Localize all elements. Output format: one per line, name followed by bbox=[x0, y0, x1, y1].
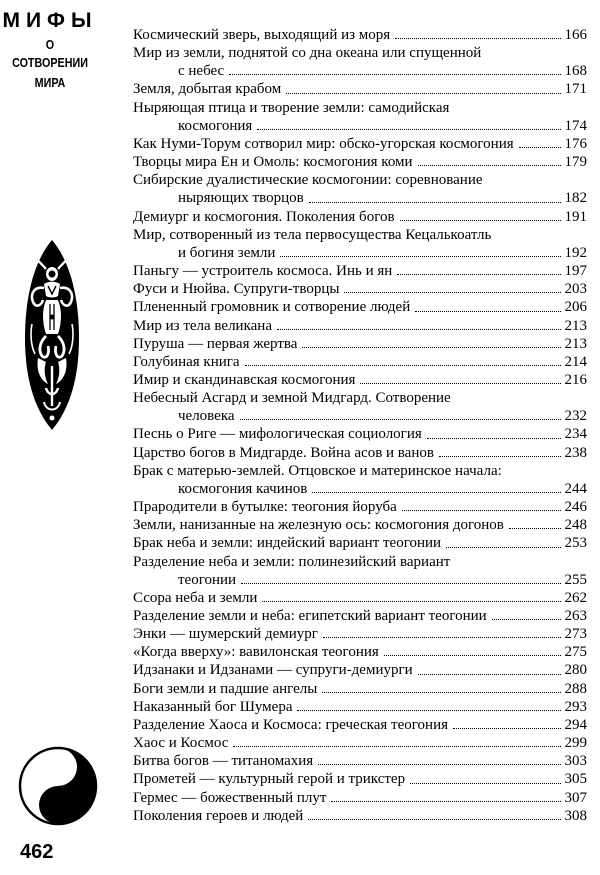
toc-entry-title-line: Ныряющая птица и творение земли: самодийская bbox=[133, 99, 450, 116]
toc-entry-page-number: 174 bbox=[564, 117, 587, 134]
dot-leader bbox=[245, 365, 561, 366]
toc-entry-title bbox=[133, 171, 565, 207]
dot-leader bbox=[410, 783, 560, 784]
toc-entry-title bbox=[133, 462, 565, 498]
toc-entry-title-line: Битва богов — титаномахия bbox=[133, 753, 314, 770]
toc-entry-title bbox=[133, 371, 565, 389]
dot-leader bbox=[308, 819, 560, 820]
dot-leader bbox=[302, 347, 560, 348]
toc-entry-title-last-line bbox=[133, 607, 565, 625]
toc-entry-title-line: Пуруша — первая жертва bbox=[133, 335, 298, 352]
toc-entry-title bbox=[133, 680, 565, 698]
toc-entry-title-line: Мир из земли, поднятой со дна океана или спущенной bbox=[133, 45, 482, 62]
toc-entry-title-line: Идзанаки и Идзанами — супруги-демиурги bbox=[133, 662, 413, 679]
toc-entry-page-number: 171 bbox=[564, 81, 587, 98]
toc-entry-title-last-line bbox=[133, 534, 565, 552]
toc-entry-page-number: 203 bbox=[564, 281, 587, 298]
toc-entry-title-last-line bbox=[133, 62, 565, 80]
toc-entry[interactable] bbox=[133, 462, 587, 498]
toc-entry-title-line: Творцы мира Ен и Омоль: космогония коми bbox=[133, 154, 413, 171]
toc-entry-title bbox=[133, 643, 565, 661]
toc-entry[interactable] bbox=[133, 643, 587, 661]
toc-entry-title-last-line bbox=[133, 770, 565, 788]
dot-leader bbox=[418, 674, 561, 675]
dot-leader bbox=[427, 438, 561, 439]
toc-entry[interactable] bbox=[133, 208, 587, 226]
toc-entry-title-line: Фуси и Нюйва. Супруги-творцы bbox=[133, 281, 340, 298]
toc-entry-title-line: с небес bbox=[178, 63, 225, 80]
toc-entry-title bbox=[133, 80, 565, 98]
toc-entry-title bbox=[133, 589, 565, 607]
toc-entry-page-number: 253 bbox=[564, 535, 587, 552]
toc-entry-title-last-line bbox=[133, 480, 565, 498]
dot-leader bbox=[446, 547, 560, 548]
toc-entry-title bbox=[133, 553, 565, 589]
toc-entry-title-line: Брак неба и земли: индейский вариант теогонии bbox=[133, 535, 442, 552]
toc-entry-title-line: Поколения героев и людей bbox=[133, 807, 304, 824]
toc-entry-title-last-line bbox=[133, 425, 565, 443]
book-subtitle-line-2: МИРА bbox=[34, 76, 66, 90]
toc-entry[interactable] bbox=[133, 389, 587, 425]
toc-entry-title-last-line bbox=[133, 407, 565, 425]
toc-entry-page-number: 262 bbox=[564, 589, 587, 606]
toc-entry-page-number: 244 bbox=[564, 480, 587, 497]
dot-leader bbox=[309, 202, 561, 203]
book-subtitle-line-1: О СОТВОРЕНИИ bbox=[12, 38, 88, 70]
toc-entry-title-line: Мир из тела великана bbox=[133, 317, 272, 334]
toc-entry-title-line: Прародители в бутылке: теогония йоруба bbox=[133, 499, 397, 516]
toc-entry-page-number: 216 bbox=[564, 371, 587, 388]
toc-entry[interactable] bbox=[133, 153, 587, 171]
toc-entry-page-number: 191 bbox=[564, 208, 587, 225]
toc-entry-title-last-line bbox=[133, 716, 565, 734]
toc-entry-title-line: Царство богов в Мидгарде. Война асов и ванов bbox=[133, 444, 434, 461]
toc-entry-title-last-line bbox=[133, 298, 565, 316]
dot-leader bbox=[519, 147, 561, 148]
dot-leader bbox=[415, 311, 560, 312]
toc-entry-title-last-line bbox=[133, 680, 565, 698]
toc-entry-title-line: Энки — шумерский демиург bbox=[133, 626, 318, 643]
toc-entry-page-number: 293 bbox=[564, 698, 587, 715]
toc-entry-title bbox=[133, 425, 565, 443]
toc-entry-title bbox=[133, 389, 565, 425]
toc-entry-title bbox=[133, 135, 565, 153]
toc-entry-title-line: Ссора неба и земли bbox=[133, 589, 258, 606]
toc-entry-title-last-line bbox=[133, 117, 565, 135]
dot-leader bbox=[241, 583, 560, 584]
toc-entry-title bbox=[133, 99, 565, 135]
toc-entry-title-line: Брак с матерью-землей. Отцовское и материнское начала: bbox=[133, 462, 502, 479]
toc-entry-title-line: Боги земли и падшие ангелы bbox=[133, 680, 318, 697]
toc-entry-title-line: Демиург и космогония. Поколения богов bbox=[133, 208, 395, 225]
toc-entry[interactable] bbox=[133, 661, 587, 679]
toc-entry[interactable] bbox=[133, 498, 587, 516]
toc-entry-title-line: ныряющих творцов bbox=[178, 190, 304, 207]
dot-leader bbox=[400, 220, 561, 221]
toc-entry-title-last-line bbox=[133, 625, 565, 643]
toc-entry-title-last-line bbox=[133, 789, 565, 807]
dot-leader bbox=[233, 746, 560, 747]
toc-entry-page-number: 206 bbox=[564, 299, 587, 316]
toc-entry-page-number: 294 bbox=[564, 716, 587, 733]
toc-entry-title-last-line bbox=[133, 698, 565, 716]
toc-entry-title bbox=[133, 716, 565, 734]
toc-entry-page-number: 305 bbox=[564, 771, 587, 788]
toc-entry-title-last-line bbox=[133, 734, 565, 752]
toc-entry[interactable] bbox=[133, 625, 587, 643]
toc-entry-page-number: 307 bbox=[564, 789, 587, 806]
toc-entry-title bbox=[133, 807, 565, 825]
toc-entry-page-number: 308 bbox=[564, 807, 587, 824]
dot-leader bbox=[322, 692, 560, 693]
toc-entry-title-last-line bbox=[133, 752, 565, 770]
toc-entry[interactable] bbox=[133, 280, 587, 298]
toc-entry-title bbox=[133, 317, 565, 335]
toc-entry-title-line: Хаос и Космос bbox=[133, 735, 229, 752]
toc-entry-title bbox=[133, 534, 565, 552]
toc-entry-title-last-line bbox=[133, 516, 565, 534]
dot-leader bbox=[402, 510, 561, 511]
toc-entry[interactable] bbox=[133, 135, 587, 153]
toc-entry-title-line: Плененный громовник и сотворение людей bbox=[133, 299, 411, 316]
toc-entry-title-line: Земля, добытая крабом bbox=[133, 81, 282, 98]
toc-entry-title-last-line bbox=[133, 335, 565, 353]
toc-entry-title-last-line bbox=[133, 371, 565, 389]
toc-entry-title-last-line bbox=[133, 661, 565, 679]
dot-leader bbox=[395, 38, 560, 39]
dot-leader bbox=[323, 637, 561, 638]
dot-leader bbox=[280, 256, 560, 257]
toc-entry-title-line: Песнь о Риге — мифологическая социология bbox=[133, 426, 422, 443]
toc-entry[interactable] bbox=[133, 516, 587, 534]
dot-leader bbox=[397, 274, 560, 275]
toc-entry[interactable] bbox=[133, 607, 587, 625]
dot-leader bbox=[509, 528, 561, 529]
toc-entry[interactable] bbox=[133, 99, 587, 135]
dot-leader bbox=[229, 74, 560, 75]
toc-entry[interactable] bbox=[133, 262, 587, 280]
dot-leader bbox=[297, 710, 560, 711]
toc-entry-title bbox=[133, 298, 565, 316]
toc-entry[interactable] bbox=[133, 298, 587, 316]
toc-entry-title-last-line bbox=[133, 280, 565, 298]
toc-entry-title-line: Небесный Асгард и земной Мидгард. Сотворение bbox=[133, 390, 451, 407]
toc-entry[interactable] bbox=[133, 589, 587, 607]
toc-entry-page-number: 303 bbox=[564, 753, 587, 770]
toc-entry[interactable] bbox=[133, 44, 587, 80]
toc-entry-page-number: 168 bbox=[564, 63, 587, 80]
toc-entry-title-line: Земли, нанизанные на железную ось: космогония догонов bbox=[133, 517, 504, 534]
toc-entry-title bbox=[133, 280, 565, 298]
toc-entry-title bbox=[133, 262, 565, 280]
toc-entry-title bbox=[133, 770, 565, 788]
toc-entry-title bbox=[133, 444, 565, 462]
toc-entry-page-number: 197 bbox=[564, 263, 587, 280]
toc-entry-title-line: космогония качинов bbox=[178, 480, 308, 497]
toc-entry-title bbox=[133, 153, 565, 171]
toc-entry-title bbox=[133, 734, 565, 752]
yin-yang-icon bbox=[18, 746, 98, 826]
dot-leader bbox=[360, 383, 560, 384]
toc-entry-title bbox=[133, 44, 565, 80]
toc-entry-title-line: Сибирские дуалистические космогонии: соревнование bbox=[133, 172, 483, 189]
dot-leader bbox=[277, 329, 561, 330]
toc-entry-title bbox=[133, 698, 565, 716]
toc-entry-title-last-line bbox=[133, 153, 565, 171]
toc-entry-title-line: Как Нуми-Торум сотворил мир: обско-угорская космогония bbox=[133, 135, 514, 152]
toc-entry-title-last-line bbox=[133, 189, 565, 207]
toc-entry-title-line: Гермес — божественный плут bbox=[133, 789, 327, 806]
toc-entry-title-line: теогонии bbox=[178, 571, 237, 588]
toc-entry-page-number: 213 bbox=[564, 335, 587, 352]
toc-entry[interactable] bbox=[133, 335, 587, 353]
toc-entry[interactable] bbox=[133, 680, 587, 698]
table-of-contents bbox=[133, 26, 587, 825]
dot-leader bbox=[453, 728, 561, 729]
toc-entry[interactable] bbox=[133, 807, 587, 825]
toc-entry-title-line: Космический зверь, выходящий из моря bbox=[133, 27, 391, 43]
dot-leader bbox=[318, 764, 560, 765]
toc-entry-page-number: 176 bbox=[564, 135, 587, 152]
toc-entry-page-number: 288 bbox=[564, 680, 587, 697]
toc-entry-title bbox=[133, 335, 565, 353]
ornamental-figure-icon bbox=[24, 238, 80, 432]
toc-entry-title bbox=[133, 789, 565, 807]
toc-entry-page-number: 263 bbox=[564, 608, 587, 624]
toc-entry-title-last-line bbox=[133, 571, 565, 589]
dot-leader bbox=[257, 129, 560, 130]
dot-leader bbox=[418, 165, 561, 166]
toc-entry-title-line: Разделение Хаоса и Космоса: греческая теогония bbox=[133, 716, 448, 733]
dot-leader bbox=[240, 419, 561, 420]
toc-entry-title-last-line bbox=[133, 135, 565, 153]
toc-entry-title-line: Голубиная книга bbox=[133, 353, 240, 370]
toc-entry-title-line: «Когда вверху»: вавилонская теогония bbox=[133, 644, 379, 661]
dot-leader bbox=[439, 456, 561, 457]
toc-entry-page-number: 214 bbox=[564, 353, 587, 370]
toc-entry-title bbox=[133, 607, 565, 625]
toc-entry-page-number: 248 bbox=[564, 517, 587, 534]
toc-entry-title-last-line bbox=[133, 262, 565, 280]
toc-entry-title bbox=[133, 498, 565, 516]
toc-entry-title-last-line bbox=[133, 589, 565, 607]
running-header bbox=[0, 8, 100, 94]
toc-entry-title-last-line bbox=[133, 80, 565, 98]
toc-entry-page-number: 179 bbox=[564, 154, 587, 171]
toc-entry-page-number: 213 bbox=[564, 317, 587, 334]
toc-entry[interactable] bbox=[133, 26, 587, 44]
toc-entry[interactable] bbox=[133, 353, 587, 371]
toc-entry[interactable] bbox=[133, 752, 587, 770]
toc-entry-page-number: 166 bbox=[564, 27, 587, 43]
toc-entry[interactable] bbox=[133, 716, 587, 734]
toc-entry-title bbox=[133, 516, 565, 534]
toc-entry-page-number: 255 bbox=[564, 571, 587, 588]
toc-entry[interactable] bbox=[133, 317, 587, 335]
toc-entry-page-number: 280 bbox=[564, 662, 587, 679]
dot-leader bbox=[312, 492, 560, 493]
toc-entry-title bbox=[133, 226, 565, 262]
dot-leader bbox=[286, 93, 560, 94]
toc-entry-title-last-line bbox=[133, 317, 565, 335]
toc-entry[interactable] bbox=[133, 698, 587, 716]
book-title: МИФЫ bbox=[2, 9, 98, 32]
toc-entry[interactable] bbox=[133, 734, 587, 752]
toc-entry[interactable] bbox=[133, 534, 587, 552]
toc-entry-title-last-line bbox=[133, 26, 565, 44]
toc-entry-title-last-line bbox=[133, 444, 565, 462]
dot-leader bbox=[492, 619, 561, 620]
toc-entry[interactable] bbox=[133, 789, 587, 807]
toc-entry[interactable] bbox=[133, 371, 587, 389]
toc-entry[interactable] bbox=[133, 171, 587, 207]
toc-entry-page-number: 234 bbox=[564, 426, 587, 443]
toc-entry[interactable] bbox=[133, 425, 587, 443]
toc-entry-page-number: 192 bbox=[564, 244, 587, 261]
toc-entry-title-last-line bbox=[133, 244, 565, 262]
toc-entry-title-line: Имир и скандинавская космогония bbox=[133, 371, 356, 388]
dot-leader bbox=[344, 292, 560, 293]
toc-entry-title bbox=[133, 353, 565, 371]
toc-entry-page-number: 299 bbox=[564, 735, 587, 752]
toc-entry-title bbox=[133, 26, 565, 44]
toc-entry-title-last-line bbox=[133, 498, 565, 516]
toc-entry-title-line: Разделение неба и земли: полинезийский вариант bbox=[133, 553, 451, 570]
toc-entry[interactable] bbox=[133, 226, 587, 262]
toc-entry-title-last-line bbox=[133, 208, 565, 226]
toc-entry-title-last-line bbox=[133, 807, 565, 825]
page-number: 462 bbox=[20, 841, 54, 863]
toc-entry-title-line: космогония bbox=[178, 117, 253, 134]
toc-entry[interactable] bbox=[133, 444, 587, 462]
toc-entry-title-line: человека bbox=[178, 408, 235, 425]
toc-entry-title bbox=[133, 625, 565, 643]
toc-entry-title-last-line bbox=[133, 643, 565, 661]
toc-entry-title-line: Паньгу — устроитель космоса. Инь и ян bbox=[133, 263, 393, 280]
toc-entry[interactable] bbox=[133, 553, 587, 589]
dot-leader bbox=[262, 601, 560, 602]
toc-entry[interactable] bbox=[133, 80, 587, 98]
toc-entry-title-line: и богиня земли bbox=[178, 244, 276, 261]
toc-entry[interactable] bbox=[133, 770, 587, 788]
toc-entry-page-number: 273 bbox=[564, 626, 587, 643]
margin-column bbox=[0, 0, 118, 875]
toc-entry-page-number: 238 bbox=[564, 444, 587, 461]
toc-entry-title-line: Наказанный бог Шумера bbox=[133, 698, 293, 715]
toc-entry-title bbox=[133, 208, 565, 226]
toc-entry-page-number: 246 bbox=[564, 499, 587, 516]
toc-entry-title-line: Мир, сотворенный из тела первосущества Кецалькоатль bbox=[133, 226, 492, 243]
toc-entry-title-line: Прометей — культурный герой и трикстер bbox=[133, 771, 406, 788]
toc-entry-title bbox=[133, 661, 565, 679]
toc-entry-page-number: 182 bbox=[564, 190, 587, 207]
dot-leader bbox=[331, 801, 560, 802]
toc-entry-page-number: 275 bbox=[564, 644, 587, 661]
toc-entry-title-line: Разделение земли и неба: египетский вариант теогонии bbox=[133, 608, 487, 624]
dot-leader bbox=[384, 655, 561, 656]
toc-entry-title-last-line bbox=[133, 353, 565, 371]
toc-entry-title bbox=[133, 752, 565, 770]
toc-entry-page-number: 232 bbox=[564, 408, 587, 425]
